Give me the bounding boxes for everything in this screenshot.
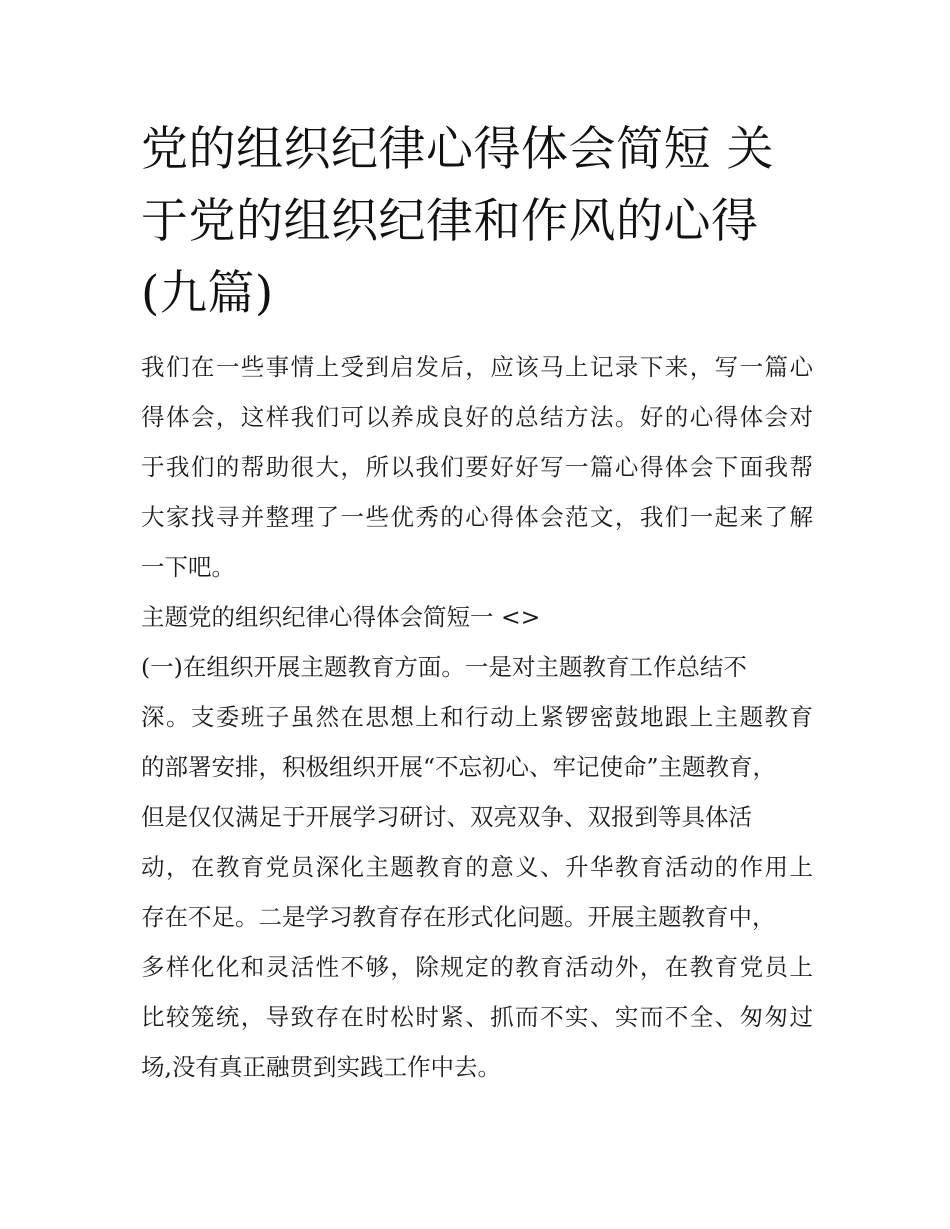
document-body (141, 342, 813, 1092)
text-line: 得体会，这样我们可以养成良好的总结方法。好的心得体会对 (141, 403, 813, 431)
text-line: (一)在组织开展主题教育方面。一是对主题教育工作总结不 (141, 653, 747, 681)
intro-paragraph (141, 342, 813, 592)
section-heading (141, 592, 813, 642)
text-line: 多样化化和灵活性不够，除规定的教育活动外，在教育党员上 (141, 953, 813, 981)
text-line: 于我们的帮助很大，所以我们要好好写一篇心得体会下面我帮 (141, 453, 813, 481)
text-line: 深。支委班子虽然在思想上和行动上紧锣密鼓地跟上主题教育 (141, 703, 813, 731)
text-line: 动，在教育党员深化主题教育的意义、升华教育活动的作用上 (141, 853, 813, 881)
text-line: 但是仅仅满足于开展学习研讨、双亮双争、双报到等具体活 (141, 803, 752, 831)
section-heading-text: 主题党的组织纪律心得体会简短一 <> (141, 603, 541, 631)
text-line: 比较笼统，导致存在时松时紧、抓而不实、实而不全、匆匆过 (141, 1003, 813, 1031)
text-line: 我们在一些事情上受到启发后，应该马上记录下来，写一篇心 (141, 353, 813, 381)
document-content (141, 114, 813, 1092)
text-line: 的部署安排，积极组织开展“不忘初心、牢记使命”主题教育， (141, 753, 777, 781)
text-line: 一下吧。 (141, 553, 235, 581)
text-line: 大家找寻并整理了一些优秀的心得体会范文，我们一起来了解 (141, 503, 813, 531)
title-line: 于党的组织纪律和作风的心得 (141, 194, 759, 249)
title-line: 党的组织纪律心得体会简短 关 (141, 122, 774, 177)
section-paragraph (141, 642, 813, 1092)
text-line: 场,没有真正融贯到实践工作中去。 (141, 1053, 501, 1081)
document-title (141, 114, 813, 330)
title-line: (九篇) (141, 266, 274, 321)
text-line: 存在不足。二是学习教育存在形式化问题。开展主题教育中， (141, 903, 776, 931)
